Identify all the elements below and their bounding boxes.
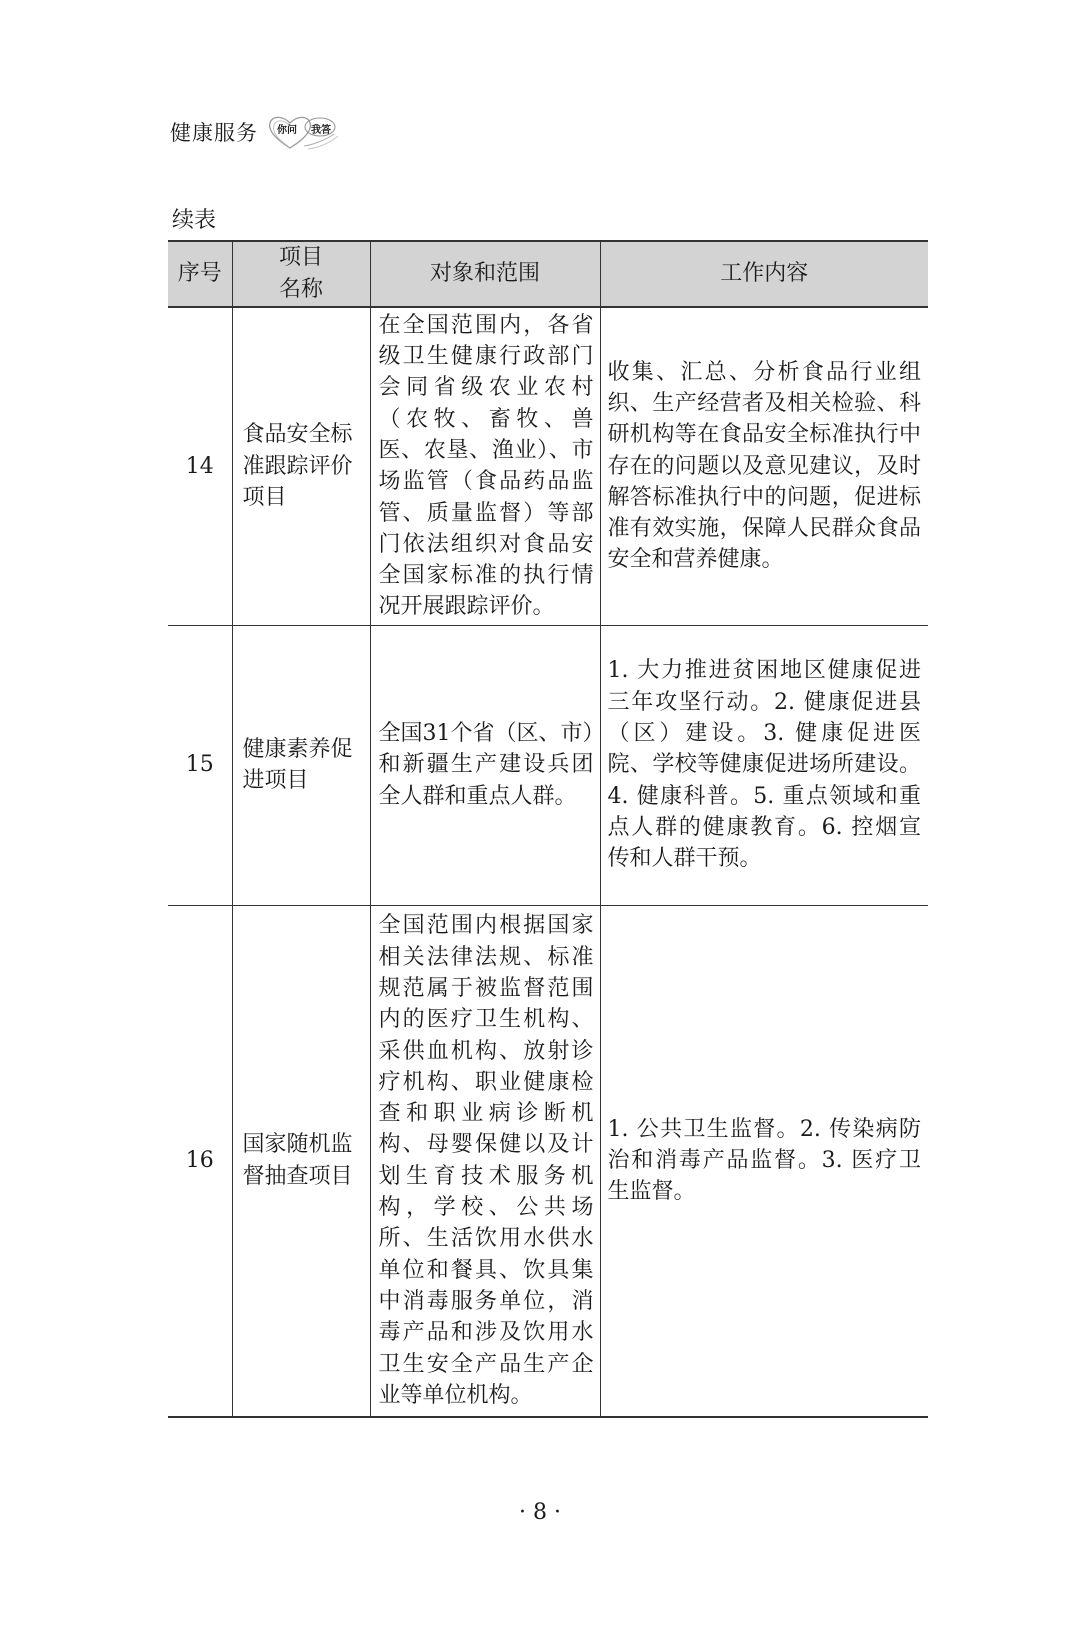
cell-project-name: 健康素养促进项目 bbox=[232, 625, 370, 905]
cell-serial-number: 16 bbox=[168, 905, 232, 1417]
cell-scope: 全国31个省（区、市）和新疆生产建设兵团全人群和重点人群。 bbox=[370, 625, 600, 905]
header-scope: 对象和范围 bbox=[370, 241, 600, 307]
cell-serial-number: 15 bbox=[168, 625, 232, 905]
running-header bbox=[170, 112, 344, 152]
cell-work-content: 收集、汇总、分析食品行业组织、生产经营者及相关检验、科研机构等在食品安全标准执行中存在的问题以及意见建议，及时解答标准执行中的问题，促进标准有效实施，保障人民群众食品安全和营养健康。 bbox=[600, 307, 928, 625]
cell-project-name: 国家随机监督抽查项目 bbox=[232, 905, 370, 1417]
table-header-row bbox=[168, 241, 928, 307]
table-row bbox=[168, 307, 928, 625]
cell-project-name: 食品安全标准跟踪评价项目 bbox=[232, 307, 370, 625]
logo-text-ni-wen: 你问 bbox=[277, 125, 297, 136]
qa-logo bbox=[264, 112, 344, 152]
table-row bbox=[168, 625, 928, 905]
logo-text-wo-da: 我答 bbox=[311, 125, 331, 136]
header-project-name bbox=[232, 241, 370, 307]
cell-scope: 全国范围内根据国家相关法律法规、标准规范属于被监督范围内的医疗卫生机构、采供血机构、放射诊疗机构、职业健康检查和职业病诊断机构、母婴保健以及计划生育技术服务机构，学校、公共场所、生活饮用水供水单位和餐具、饮具集中消毒服务单位，消毒产品和涉及饮用水卫生安全产品生产企业等单位机构。 bbox=[370, 905, 600, 1417]
cell-work-content: 1. 公共卫生监督。2. 传染病防治和消毒产品监督。3. 医疗卫生监督。 bbox=[600, 905, 928, 1417]
section-title: 健康服务 bbox=[170, 121, 258, 145]
heart-logo-icon bbox=[264, 112, 344, 152]
page-number: · 8 · bbox=[519, 1500, 561, 1525]
project-table bbox=[168, 240, 928, 1418]
table-caption: 续表 bbox=[172, 208, 217, 233]
cell-serial-number: 14 bbox=[168, 307, 232, 625]
cell-scope: 在全国范围内，各省级卫生健康行政部门会同省级农业农村（农牧、畜牧、兽医、农垦、渔业）、市场监管（食品药品监管、质量监督）等部门依法组织对食品安全国家标准的执行情况开展跟踪评价。 bbox=[370, 307, 600, 625]
header-serial-number: 序号 bbox=[168, 241, 232, 307]
table-row bbox=[168, 905, 928, 1417]
header-project-name-line2: 名称 bbox=[278, 277, 323, 302]
header-work-content: 工作内容 bbox=[600, 241, 928, 307]
header-project-name-line1: 项目 bbox=[278, 245, 323, 270]
cell-work-content: 1. 大力推进贫困地区健康促进三年攻坚行动。2. 健康促进县（区）建设。3. 健康促进医院、学校等健康促进场所建设。4. 健康科普。5. 重点领域和重点人群的健康教育。6. 控烟宣传和人群干预。 bbox=[600, 625, 928, 905]
